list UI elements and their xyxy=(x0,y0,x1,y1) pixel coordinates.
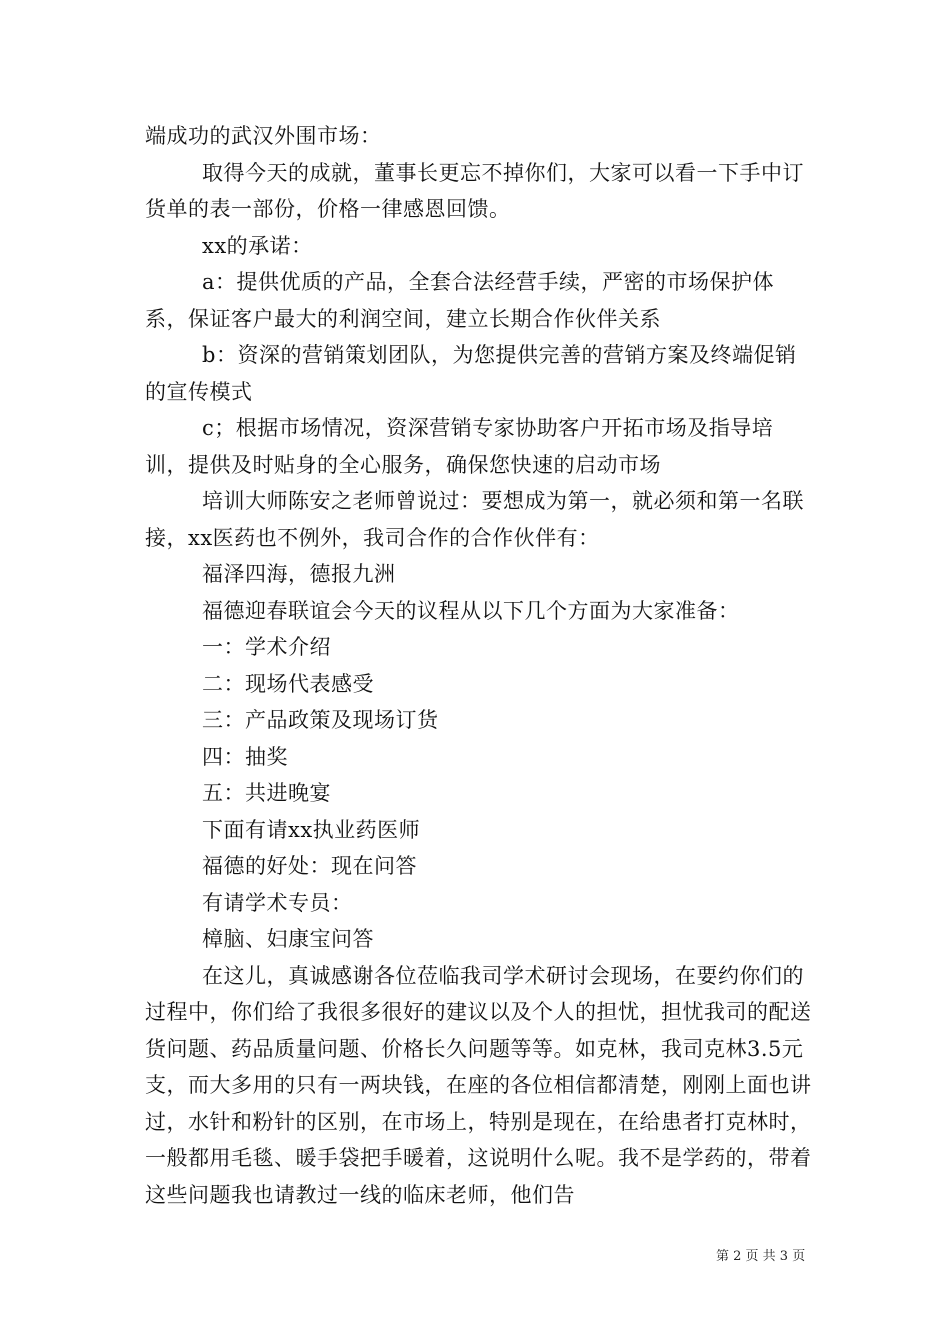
paragraph: 培训大师陈安之老师曾说过：要想成为第一，就必须和第一名联接，xx医药也不例外，我司合作的合作伙伴有： xyxy=(145,489,804,550)
paragraph: 一：学术介绍 xyxy=(202,635,331,659)
paragraph: 有请学术专员： xyxy=(202,890,353,915)
paragraph: 四：抽奖 xyxy=(202,744,288,769)
paragraph: xx的承诺： xyxy=(202,233,313,258)
paragraph: 取得今天的成就，董事长更忘不掉你们，大家可以看一下手中订货单的表一部份，价格一律感恩回馈。 xyxy=(145,160,804,221)
paragraph: 三：产品政策及现场订货 xyxy=(202,708,439,732)
document-body xyxy=(145,118,813,1213)
paragraph: c；根据市场情况，资深营销专家协助客户开拓市场及指导培训，提供及时贴身的全心服务，确保您快速的启动市场 xyxy=(145,416,774,477)
paragraph: 下面有请xx执业药医师 xyxy=(202,817,421,842)
page-number-footer: 第 2 页 共 3 页 xyxy=(716,1249,806,1264)
paragraph: 福德的好处：现在问答 xyxy=(202,854,417,878)
paragraph: 福德迎春联谊会今天的议程从以下几个方面为大家准备： xyxy=(202,598,740,623)
paragraph: 端成功的武汉外围市场： xyxy=(145,124,382,148)
paragraph: 樟脑、妇康宝问答 xyxy=(202,927,374,951)
paragraph: 五：共进晚宴 xyxy=(202,781,331,805)
paragraph: 在这儿，真诚感谢各位莅临我司学术研讨会现场，在要约你们的过程中，你们给了我很多很好的建议以及个人的担忧，担忧我司的配送货问题、药品质量问题、价格长久问题等等。如克林，我司克林3.5元支，而大多用的只有一两块钱，在座的各位相信都清楚，刚刚上面也讲过，水针和粉针的区别，在市场上，特别是现在，在给患者打克林时，一般都用毛毯、暖手袋把手暖着，这说明什么呢。我不是学药的，带着这些问题我也请教过一线的临床老师，他们告 xyxy=(145,963,812,1207)
paragraph: 福泽四海，德报九洲 xyxy=(202,562,396,586)
paragraph: a：提供优质的产品，全套合法经营手续，严密的市场保护体系，保证客户最大的利润空间，建立长期合作伙伴关系 xyxy=(145,270,775,331)
paragraph: 二：现场代表感受 xyxy=(202,671,374,696)
paragraph: b：资深的营销策划团队，为您提供完善的营销方案及终端促销的宣传模式 xyxy=(145,343,797,404)
